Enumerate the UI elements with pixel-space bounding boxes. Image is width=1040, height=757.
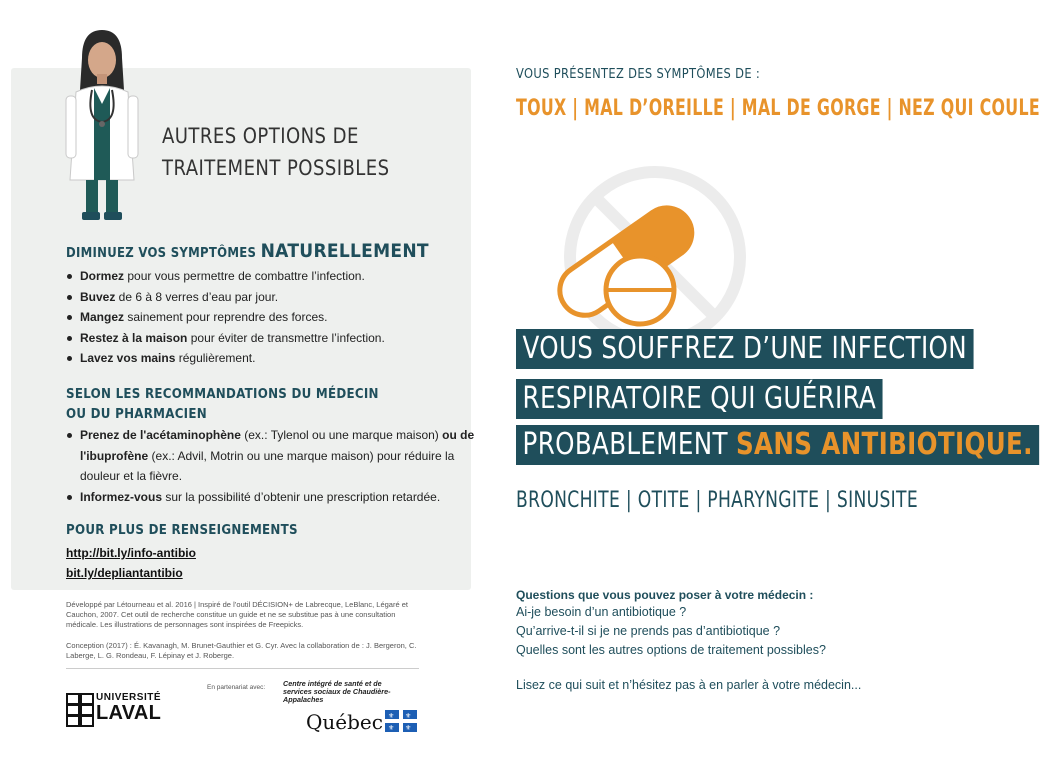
headline-line3-emph: SANS ANTIBIOTIQUE [735, 427, 1024, 462]
headline-line3-prefix: PROBABLEMENT [522, 427, 736, 462]
headline-line3 [516, 425, 1039, 465]
section-natural-emph: NATURELLEMENT [260, 240, 429, 262]
list-item-bold: Dormez [80, 269, 125, 283]
list-item-text: sainement pour reprendre des forces. [124, 310, 328, 324]
natural-remedies-list [66, 266, 466, 369]
panel-title-line1: AUTRES OPTIONS DE [162, 124, 359, 148]
university-label-small: UNIVERSITÉ [96, 692, 162, 703]
list-item-bold: Buvez [80, 289, 116, 304]
list-item-text: (ex.: Advil, Motrin ou une marque maison) pour réduire la douleur et la fièvre. [80, 448, 455, 483]
list-item-text: (ex.: Tylenol ou une marque maison) [240, 428, 443, 442]
symptoms-intro: VOUS PRÉSENTEZ DES SYMPTÔMES DE : [516, 66, 761, 82]
list-item [66, 266, 466, 287]
credits-development: Développé par Létourneau et al. 2016 | Inspiré de l’outil DÉCISION+ de Labrecque, LeBlanc, Légaré et Cauchon, 2007. Cet outil de recherche constitue un guide et ne se substitue pas à une consultation médicale. Les illustrations de personnages sont inspirées de Freepicks. [66, 600, 408, 629]
headline-line1: VOUS SOUFFREZ D’UNE INFECTION [516, 329, 974, 369]
info-antibio-link[interactable]: http://bit.ly/info-antibio [66, 546, 196, 560]
list-item-text: pour éviter de transmettre l’infection. [187, 330, 385, 345]
section-natural-heading [66, 240, 429, 262]
svg-text:⚜: ⚜ [388, 724, 395, 732]
list-item-bold: Informez-vous [80, 489, 163, 504]
footer-divider [66, 668, 419, 669]
quebec-wordmark: Québec [306, 710, 383, 734]
question-item: Ai-je besoin d’un antibiotique ? [516, 605, 687, 619]
list-item-bold: Mangez [80, 310, 125, 324]
headline-line2: RESPIRATOIRE QUI GUÉRIRA [516, 379, 883, 419]
list-item [66, 328, 466, 349]
list-item-text: sur la possibilité d’obtenir une prescription retardée. [162, 489, 441, 504]
list-item [66, 425, 476, 487]
section-recommendations-heading [66, 384, 379, 424]
list-item-text: de 6 à 8 verres d’eau par jour. [115, 289, 279, 304]
more-info-heading: POUR PLUS DE RENSEIGNEMENTS [66, 522, 298, 538]
list-item [66, 307, 466, 328]
list-item-bold: Restez à la maison [80, 330, 188, 345]
section-natural-prefix: DIMINUEZ VOS SYMPTÔMES [66, 246, 257, 261]
panel-title-line2: TRAITEMENT POSSIBLES [162, 156, 390, 180]
partner-label: En partenariat avec: [207, 684, 266, 691]
depliant-antibio-link[interactable]: bit.ly/depliantantibio [66, 566, 183, 580]
question-item: Qu’arrive-t-il si je ne prends pas d’antibiotique ? [516, 624, 781, 638]
quebec-flag-icon [385, 710, 417, 732]
panel-title [162, 120, 390, 184]
list-item-bold: Lavez vos mains [80, 351, 176, 365]
svg-text:⚜: ⚜ [405, 724, 412, 732]
recommendations-list [66, 425, 476, 507]
university-label-big: LAVAL [96, 702, 162, 724]
svg-text:⚜: ⚜ [388, 712, 395, 720]
doctor-illustration [62, 30, 142, 230]
university-laval-logo-icon [66, 693, 94, 727]
section-recommendations-line1: SELON LES RECOMMANDATIONS DU MÉDECIN [66, 386, 379, 402]
conditions-list: BRONCHITE | OTITE | PHARYNGITE | SINUSITE [516, 488, 918, 513]
list-item-bold: Prenez de l'acétaminophène [80, 428, 241, 442]
list-item [66, 487, 476, 508]
question-item: Quelles sont les autres options de traitement possibles? [516, 643, 826, 657]
svg-text:⚜: ⚜ [405, 712, 412, 720]
list-item [66, 348, 466, 369]
questions-title: Questions que vous pouvez poser à votre médecin : [516, 588, 814, 602]
section-recommendations-line2: OU DU PHARMACIEN [66, 406, 207, 422]
headline-line3-suffix: . [1023, 427, 1033, 462]
list-item-text: pour vous permettre de combattre l’infection. [124, 269, 365, 283]
list-item-text: régulièrement. [175, 351, 256, 365]
credits-design: Conception (2017) : É. Kavanagh, M. Brunet-Gauthier et G. Cyr. Avec la collaboration de : J. Bergeron, C. Laberge, L. G. Rondeau, F. Lépinay et J. Roberge. [66, 641, 417, 660]
closing-note: Lisez ce qui suit et n’hésitez pas à en parler à votre médecin... [516, 678, 862, 692]
list-item [66, 287, 466, 308]
symptoms-list: TOUX | MAL D’OREILLE | MAL DE GORGE | NEZ QUI COULE [516, 96, 1040, 121]
cisss-label: Centre intégré de santé et de services sociaux de Chaudière-Appalaches [283, 679, 391, 704]
list-item-bold: ou de l'ibuprofène [80, 428, 475, 463]
